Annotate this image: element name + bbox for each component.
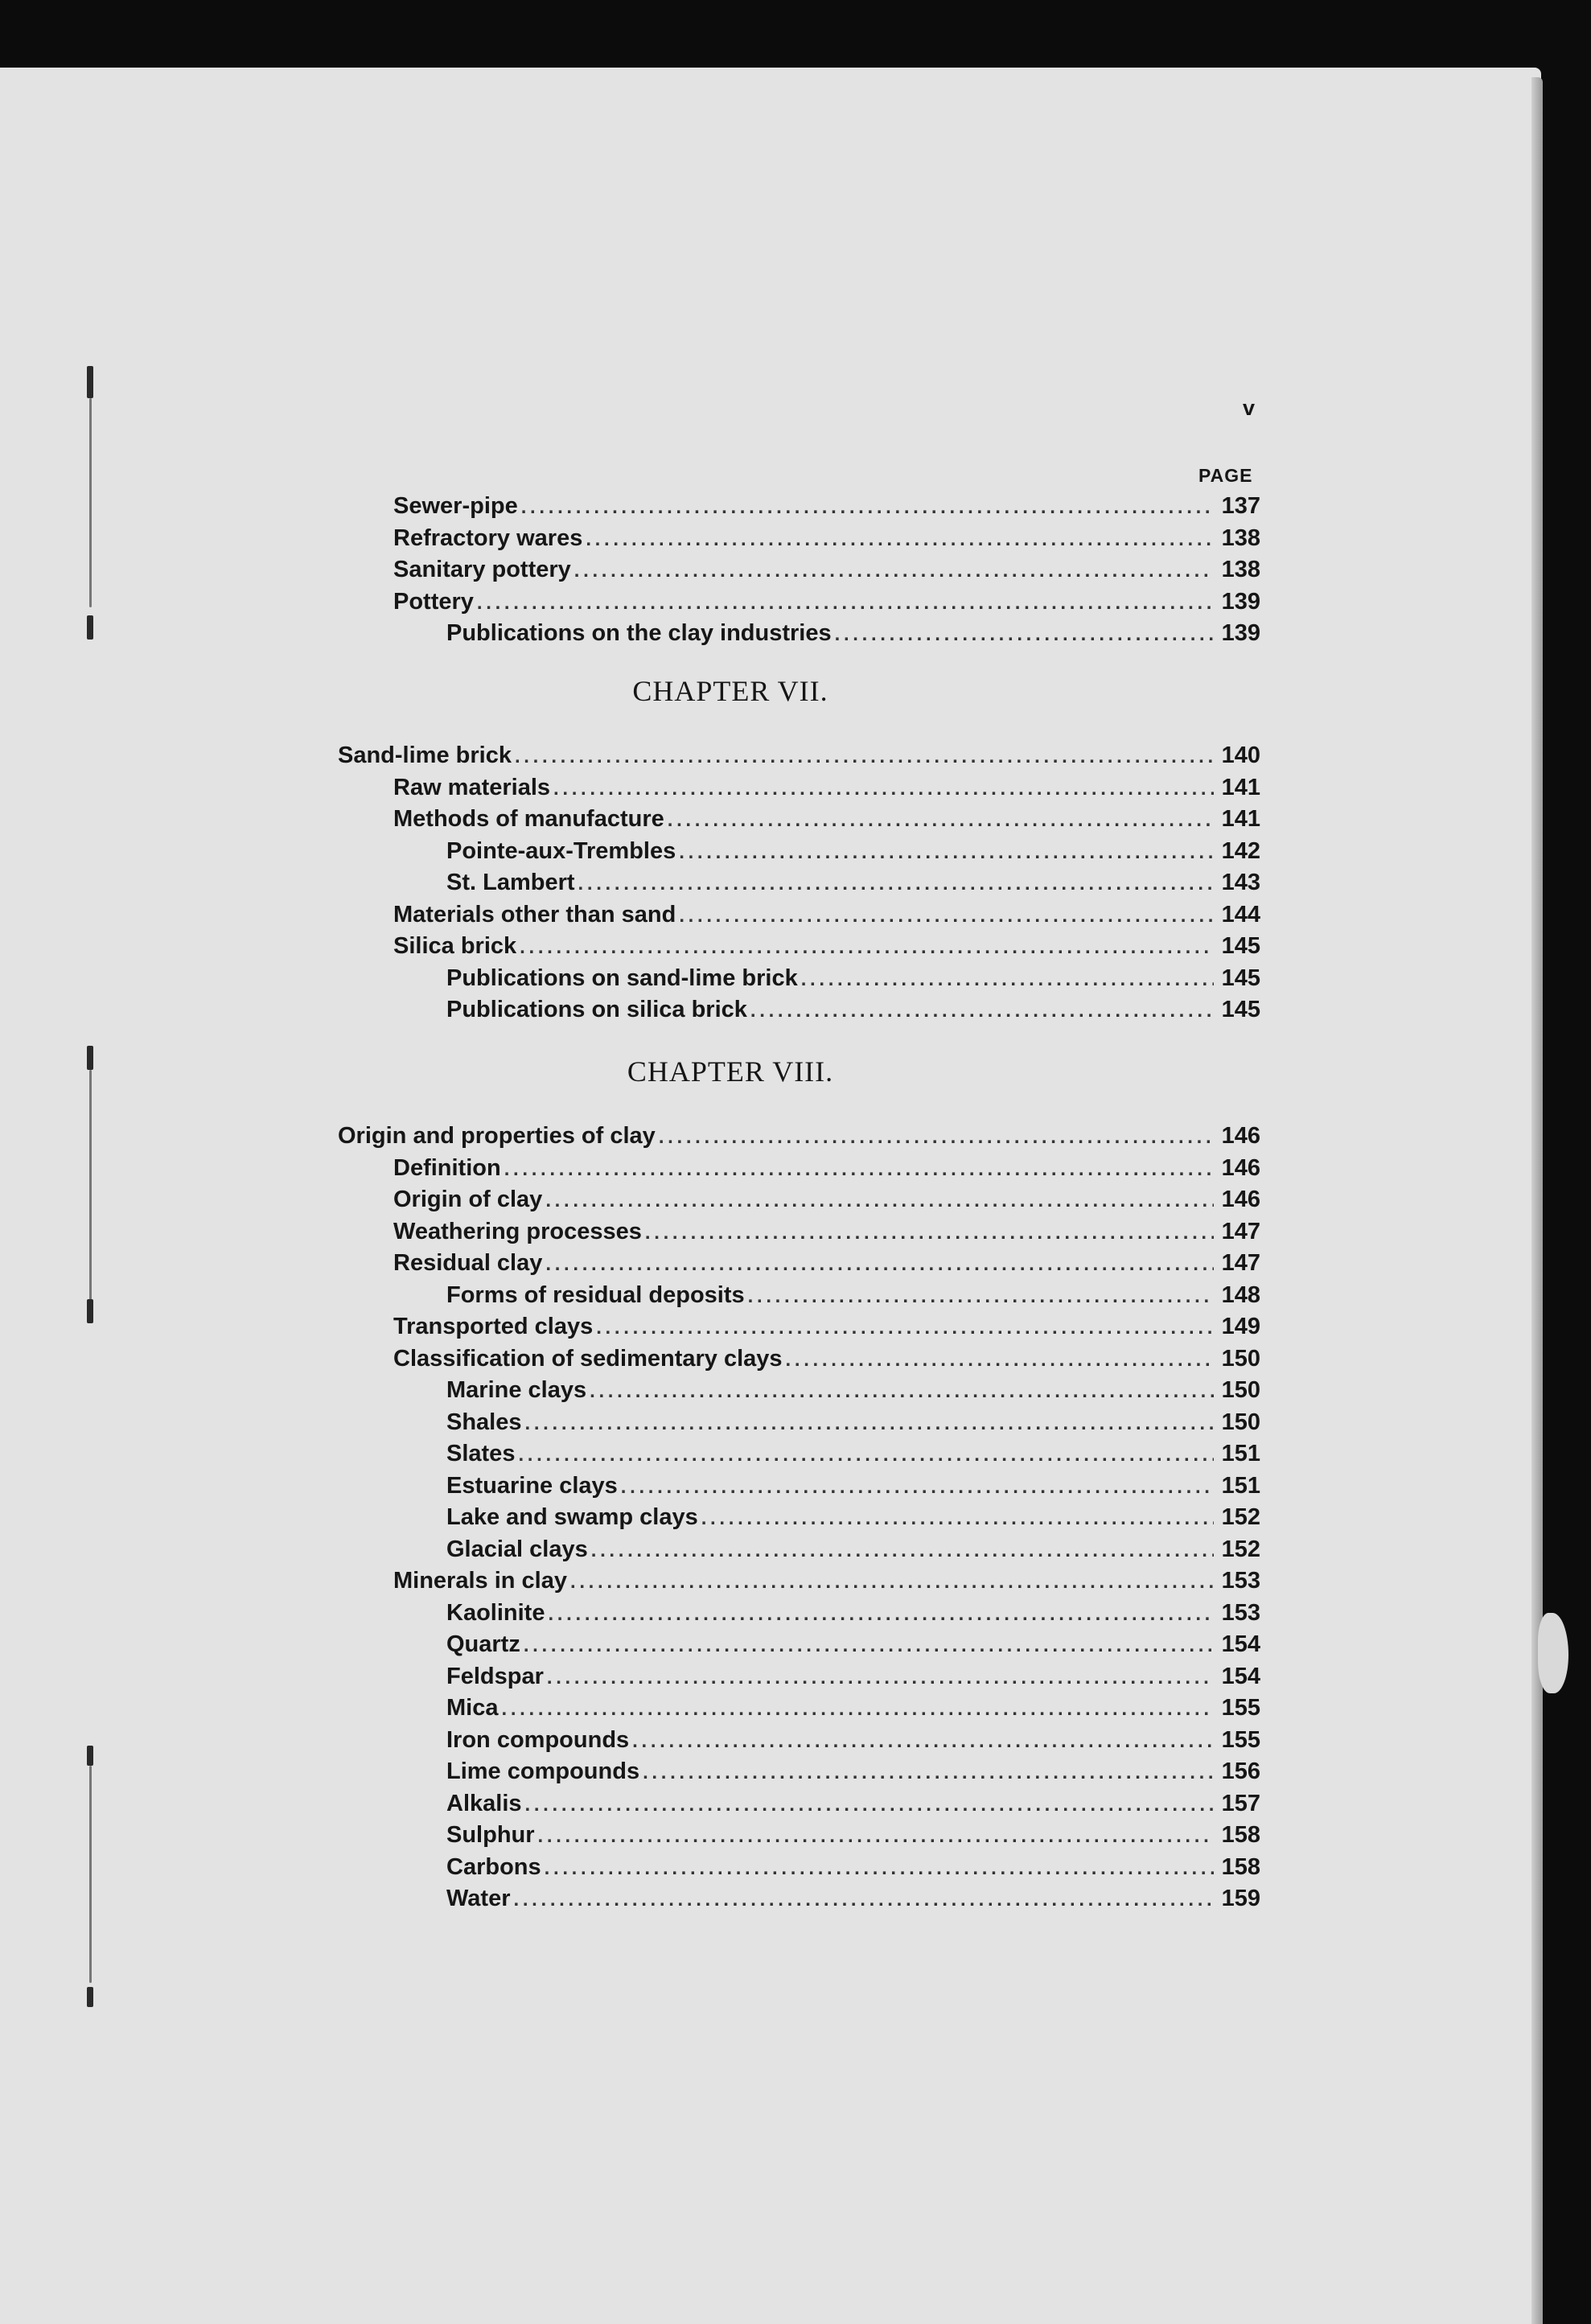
toc-entry-title: Refractory wares xyxy=(393,524,583,551)
toc-entry-title: Marine clays xyxy=(446,1377,587,1403)
toc-entry xyxy=(0,1661,1260,1693)
toc-entry xyxy=(0,1280,1260,1312)
page-column-header: PAGE xyxy=(1198,465,1253,486)
toc-entry-title: Classification of sedimentary clays xyxy=(393,1345,783,1372)
toc-entry xyxy=(0,899,1260,932)
toc-entry-title: Minerals in clay xyxy=(393,1568,567,1594)
dot-leader xyxy=(538,1820,1214,1853)
toc-entry-page-number: 145 xyxy=(1221,965,1260,991)
chapter-heading: CHAPTER VII. xyxy=(632,675,828,707)
toc-entry-page-number: 138 xyxy=(1221,524,1260,551)
dot-leader xyxy=(545,1248,1213,1281)
dot-leader xyxy=(570,1566,1214,1598)
toc-entry-page-number: 156 xyxy=(1221,1758,1260,1784)
toc-entry-page-number: 141 xyxy=(1221,806,1260,832)
dot-leader xyxy=(525,1789,1214,1821)
dot-leader xyxy=(596,1312,1213,1344)
dot-leader xyxy=(632,1726,1213,1758)
dot-leader xyxy=(548,1598,1213,1631)
toc-entry-title: Raw materials xyxy=(393,774,551,800)
toc-entry-page-number: 159 xyxy=(1221,1886,1260,1911)
dot-leader xyxy=(645,1217,1214,1249)
toc-entry-page-number: 145 xyxy=(1221,933,1260,959)
toc-entry-title: Pointe-aux-Trembles xyxy=(446,837,676,864)
toc-section xyxy=(0,740,1541,1026)
toc-entry xyxy=(0,1311,1260,1343)
dot-leader xyxy=(525,1408,1214,1440)
toc-entry-title: Definition xyxy=(393,1154,501,1181)
toc-entry-page-number: 144 xyxy=(1221,901,1260,928)
toc-entry-title: Kaolinite xyxy=(446,1599,545,1626)
toc-entry-title: Estuarine clays xyxy=(446,1472,618,1499)
toc-entry xyxy=(0,523,1260,555)
dot-leader xyxy=(668,804,1214,837)
toc-entry-title: Weathering processes xyxy=(393,1218,642,1244)
toc-entry xyxy=(0,836,1260,868)
toc-entry xyxy=(0,618,1260,650)
toc-entry-page-number: 153 xyxy=(1221,1568,1260,1594)
toc-entry-title: Slates xyxy=(446,1441,516,1466)
toc-entry-page-number: 151 xyxy=(1221,1472,1260,1499)
toc-entry-page-number: 138 xyxy=(1221,557,1260,582)
dot-leader xyxy=(514,1884,1214,1916)
toc-entry-title: Quartz xyxy=(446,1631,520,1657)
page-damage-notch xyxy=(1538,1613,1568,1693)
toc-entry-page-number: 142 xyxy=(1221,837,1260,864)
toc-entry-page-number: 152 xyxy=(1221,1536,1260,1562)
dot-leader xyxy=(621,1471,1214,1503)
folio-number: v xyxy=(1243,396,1256,420)
dot-leader xyxy=(515,741,1214,773)
toc-entry-title: Lime compounds xyxy=(446,1758,640,1784)
dot-leader xyxy=(574,555,1214,587)
toc-entry-page-number: 155 xyxy=(1221,1726,1260,1753)
toc-entry xyxy=(0,491,1260,523)
toc-entry-title: Forms of residual deposits xyxy=(446,1281,745,1308)
toc-entry-page-number: 140 xyxy=(1221,742,1260,768)
toc-entry xyxy=(0,1153,1260,1185)
toc-entry xyxy=(0,1375,1260,1407)
toc-entry-title: Sand-lime brick xyxy=(338,742,512,768)
toc-section xyxy=(0,491,1541,650)
toc-entry xyxy=(0,1598,1260,1630)
toc-entry xyxy=(0,1502,1260,1534)
dot-leader xyxy=(786,1344,1214,1376)
toc-entry xyxy=(0,1216,1260,1248)
toc-entry-page-number: 139 xyxy=(1221,620,1260,646)
toc-entry-page-number: 148 xyxy=(1221,1281,1260,1308)
toc-entry-title: Origin and properties of clay xyxy=(338,1123,656,1149)
toc-entry xyxy=(0,1693,1260,1725)
dot-leader xyxy=(586,524,1213,556)
dot-leader xyxy=(835,619,1214,651)
toc-entry-page-number: 146 xyxy=(1221,1154,1260,1181)
dot-leader xyxy=(547,1662,1214,1694)
dot-leader xyxy=(590,1376,1214,1408)
toc-entry-title: Silica brick xyxy=(393,933,517,959)
dot-leader xyxy=(518,1439,1213,1471)
binding-mark xyxy=(87,1987,93,2007)
toc-entry-title: Sanitary pottery xyxy=(393,557,571,582)
toc-entry xyxy=(0,931,1260,963)
toc-entry xyxy=(0,1184,1260,1216)
toc-entry-title: Feldspar xyxy=(446,1663,544,1689)
toc-entry-page-number: 152 xyxy=(1221,1504,1260,1530)
toc-entry-page-number: 147 xyxy=(1221,1250,1260,1276)
toc-entry xyxy=(0,1629,1260,1661)
toc-entry-title: Mica xyxy=(446,1695,499,1721)
toc-entry-title: Iron compounds xyxy=(446,1726,630,1753)
toc-entry-page-number: 149 xyxy=(1221,1314,1260,1339)
toc-entry-page-number: 150 xyxy=(1221,1409,1260,1435)
dot-leader xyxy=(520,932,1213,964)
toc-entry xyxy=(0,867,1260,899)
toc-entry xyxy=(0,1343,1260,1376)
toc-entry-title: Glacial clays xyxy=(446,1536,588,1562)
dot-leader xyxy=(501,1693,1213,1726)
toc-entry-title: Publications on silica brick xyxy=(446,997,747,1022)
toc-entry xyxy=(0,1565,1260,1598)
toc-entry-title: Publications on sand-lime brick xyxy=(446,965,798,991)
dot-leader xyxy=(477,587,1214,619)
toc-entry-page-number: 155 xyxy=(1221,1695,1260,1721)
toc-entry-page-number: 137 xyxy=(1221,493,1260,519)
toc-entry-title: Lake and swamp clays xyxy=(446,1504,698,1530)
dot-leader xyxy=(591,1535,1214,1567)
toc-entry xyxy=(0,1121,1260,1153)
toc-entry-page-number: 145 xyxy=(1221,997,1260,1022)
toc-entry xyxy=(0,1820,1260,1852)
toc-entry-title: Origin of clay xyxy=(393,1187,543,1212)
toc-entry xyxy=(0,1756,1260,1788)
toc-entry-page-number: 141 xyxy=(1221,774,1260,800)
dot-leader xyxy=(524,1630,1214,1662)
toc-entry xyxy=(0,1248,1260,1280)
dot-leader xyxy=(545,1185,1213,1217)
dot-leader xyxy=(545,1853,1214,1885)
toc-entry xyxy=(0,554,1260,586)
toc-entry xyxy=(0,1534,1260,1566)
toc-entry xyxy=(0,1883,1260,1915)
dot-leader xyxy=(679,837,1213,869)
dot-leader xyxy=(521,492,1214,524)
toc-entry-page-number: 139 xyxy=(1221,588,1260,615)
toc-entry-page-number: 158 xyxy=(1221,1822,1260,1848)
dot-leader xyxy=(643,1757,1214,1789)
toc-entry xyxy=(0,804,1260,836)
toc-entry-title: St. Lambert xyxy=(446,870,575,895)
dot-leader xyxy=(748,1281,1214,1313)
toc-entry xyxy=(0,1438,1260,1470)
dot-leader xyxy=(659,1121,1214,1154)
toc-entry-title: Materials other than sand xyxy=(393,901,676,928)
toc-entry-title: Alkalis xyxy=(446,1790,522,1816)
toc-section xyxy=(0,1121,1541,1915)
binding-mark xyxy=(87,366,93,398)
dot-leader xyxy=(578,868,1214,900)
toc-entry xyxy=(0,994,1260,1026)
dot-leader xyxy=(553,773,1214,805)
toc-entry-title: Sulphur xyxy=(446,1822,535,1848)
toc-entry xyxy=(0,772,1260,804)
toc-entry xyxy=(0,1725,1260,1757)
toc-entry-page-number: 151 xyxy=(1221,1441,1260,1466)
toc-entry-page-number: 154 xyxy=(1221,1631,1260,1657)
toc-entry xyxy=(0,740,1260,772)
toc-entry-page-number: 158 xyxy=(1221,1853,1260,1880)
chapter-heading: CHAPTER VIII. xyxy=(627,1055,834,1088)
toc-entry-title: Water xyxy=(446,1886,511,1911)
dot-leader xyxy=(504,1154,1214,1186)
toc-entry-title: Pottery xyxy=(393,588,474,615)
dot-leader xyxy=(701,1503,1214,1535)
toc-entry-page-number: 154 xyxy=(1221,1663,1260,1689)
toc-entry-title: Publications on the clay industries xyxy=(446,620,832,646)
toc-entry-title: Methods of manufacture xyxy=(393,806,664,832)
toc-entry xyxy=(0,1788,1260,1820)
toc-entry-title: Transported clays xyxy=(393,1314,594,1339)
toc-entry-page-number: 153 xyxy=(1221,1599,1260,1626)
toc-entry-title: Residual clay xyxy=(393,1250,543,1276)
toc-entry-page-number: 157 xyxy=(1221,1790,1260,1816)
toc-entry-title: Shales xyxy=(446,1409,522,1435)
toc-entry-page-number: 147 xyxy=(1221,1218,1260,1244)
toc-entry-page-number: 146 xyxy=(1221,1123,1260,1149)
dot-leader xyxy=(801,964,1214,996)
toc-entry xyxy=(0,1852,1260,1884)
toc-entry xyxy=(0,1407,1260,1439)
toc-entry-page-number: 150 xyxy=(1221,1377,1260,1403)
dot-leader xyxy=(679,900,1213,932)
toc-entry-page-number: 146 xyxy=(1221,1187,1260,1212)
dot-leader xyxy=(750,995,1214,1027)
toc-entry-page-number: 143 xyxy=(1221,870,1260,895)
toc-entry-page-number: 150 xyxy=(1221,1345,1260,1372)
toc-entry-title: Carbons xyxy=(446,1853,541,1880)
toc-entry-title: Sewer-pipe xyxy=(393,493,518,519)
toc-entry xyxy=(0,963,1260,995)
toc-entry xyxy=(0,586,1260,619)
toc-entry xyxy=(0,1470,1260,1503)
